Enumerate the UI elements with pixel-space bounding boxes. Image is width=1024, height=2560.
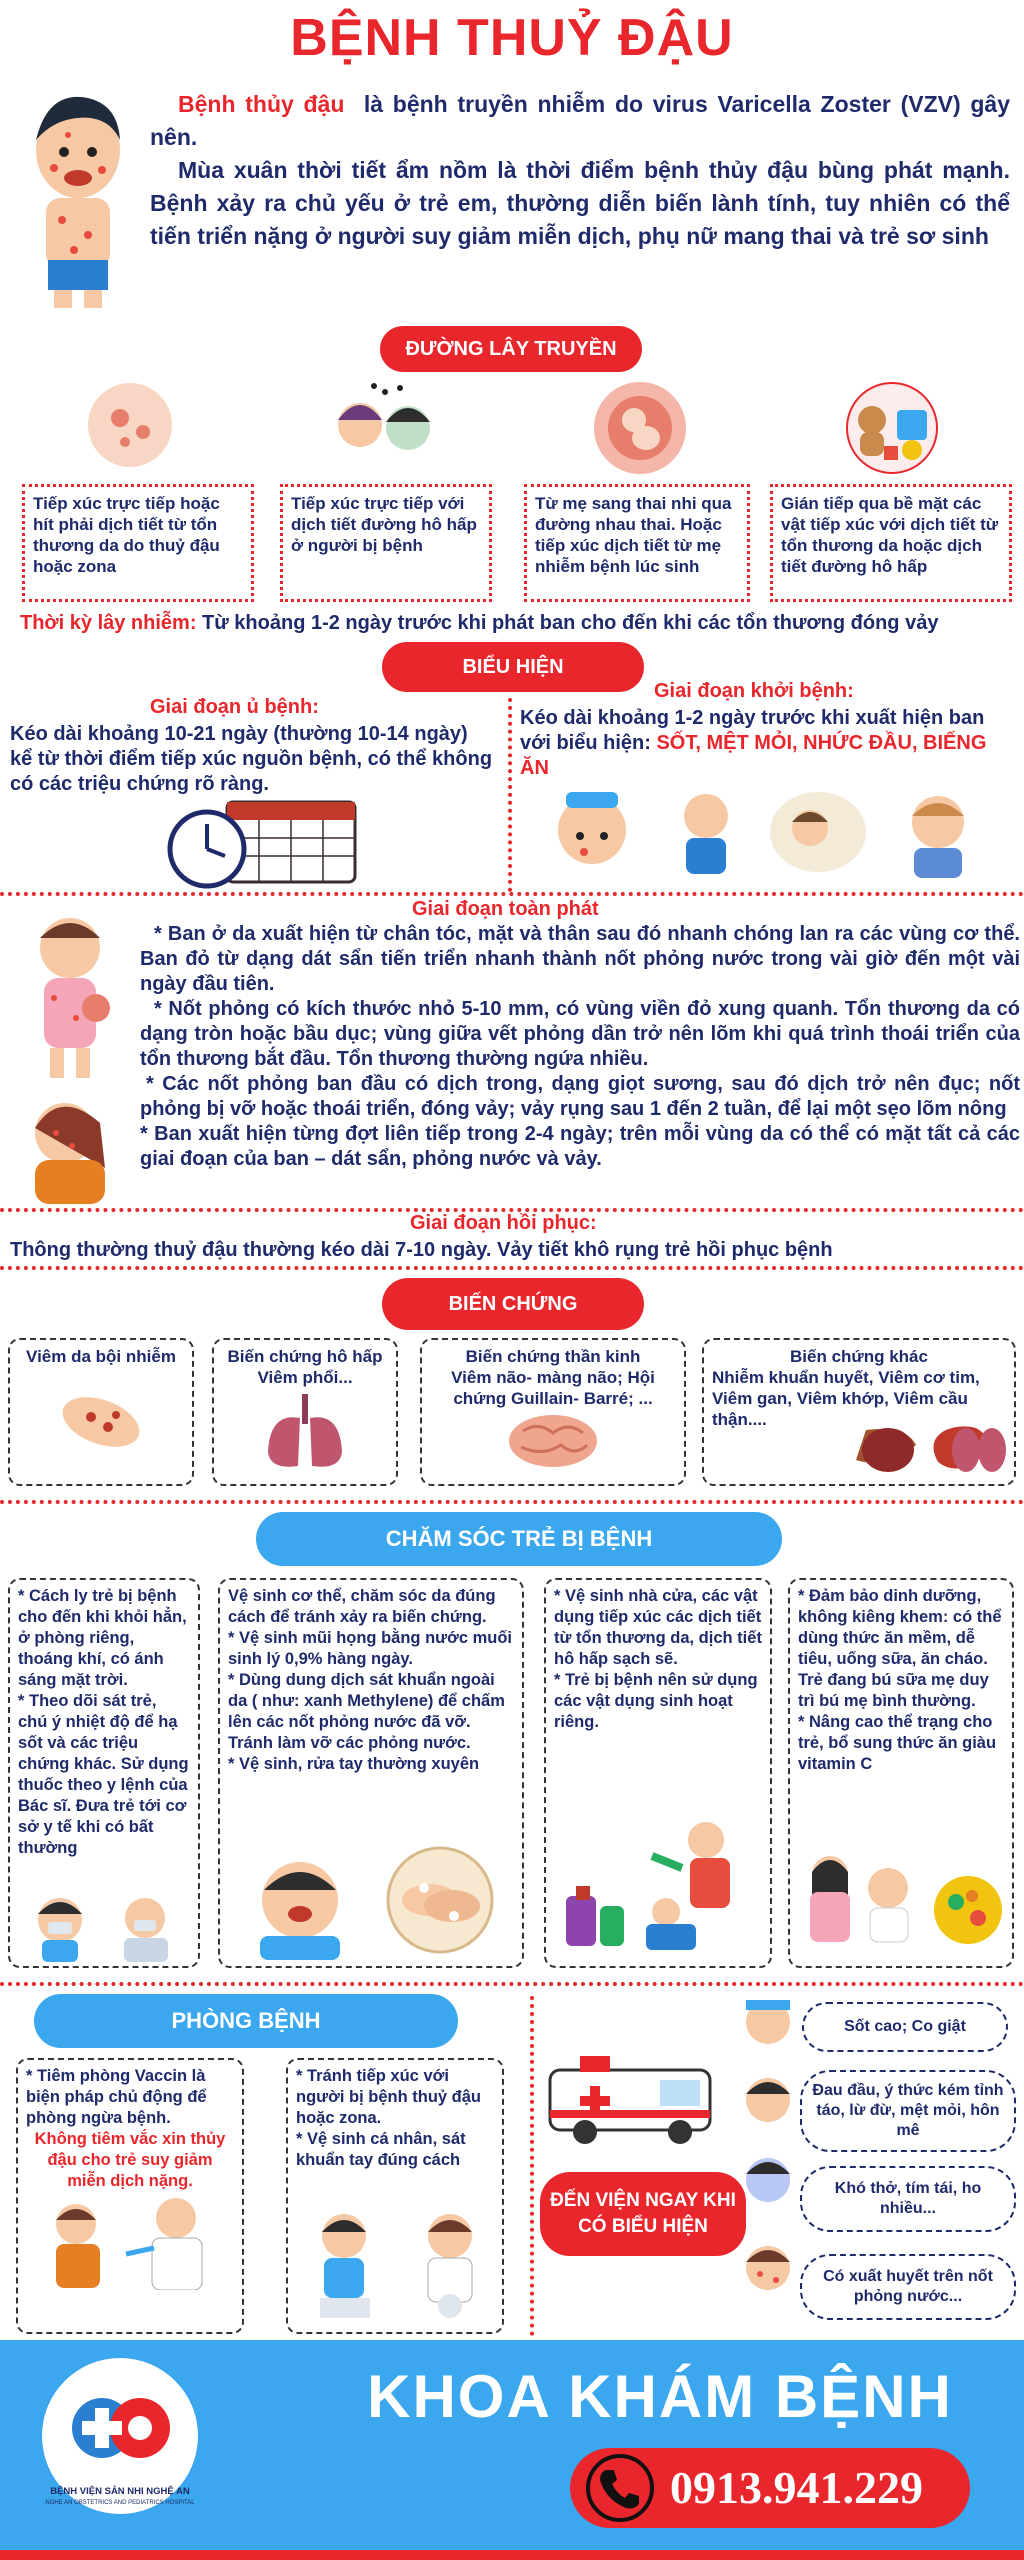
phone-icon [584, 2452, 656, 2524]
care-column-1: * Cách ly trẻ bị bệnh cho đến khi khỏi hẳn, ở phòng riêng, thoáng khí, có ánh sáng mặt trời. * Theo dõi sát trẻ, chú ý nhiệt độ để hạ sốt và các triệu chứng khác. Sử dụng thuốc theo y lệnh của Bác sĩ. Đưa trẻ tới cơ sở y tế khi có bất thường [8, 1578, 200, 1968]
prevention-hygiene-card: * Tránh tiếp xúc với người bị bệnh thuỷ đậu hoặc zona. * Vệ sinh cá nhân, sát khuẩn tay đúng cách [286, 2058, 504, 2334]
bottom-bar [0, 2550, 1024, 2560]
complication-title: Viêm da bội nhiễm [26, 1347, 176, 1366]
complication-text: Viêm phổi... [257, 1368, 353, 1387]
intro-text [150, 88, 1010, 253]
incubation-title: Giai đoạn ủ bệnh: [150, 696, 319, 718]
prevention-vaccine-card [16, 2058, 244, 2334]
warning-faces-icons [738, 1990, 798, 2330]
skin-lesion-icon [85, 380, 175, 470]
full-stage-item: * Nốt phỏng có kích thước nhỏ 5-10 mm, có vùng viền đỏ xung quanh. Tổn thương da có dạng tròn hoặc bầu dục; vùng giữa vết phỏng dần trở nên lõm khi quá trình thoái triển của tổn thương bắt đầu. Tổn thương thường ngứa nhiều. [140, 998, 1020, 1070]
warning-sign-4: Có xuất huyết trên nốt phỏng nước... [800, 2254, 1016, 2320]
infectious-period-text: Từ khoảng 1-2 ngày trước khi phát ban cho đến khi các tổn thương đóng vảy [202, 612, 939, 634]
transmission-item-3: Từ mẹ sang thai nhi qua đường nhau thai. Hoặc tiếp xúc dịch tiết từ mẹ nhiễm bệnh lúc sinh [524, 484, 750, 602]
divider-horizontal-3 [0, 1266, 1024, 1270]
complication-text: Nhiễm khuẩn huyết, Viêm cơ tim, Viêm gan, Viêm khớp, Viêm cầu thận.... [712, 1368, 980, 1429]
full-stage-item: * Các nốt phỏng ban đầu có dịch trong, dạng giọt sương, sau đó dịch trở nên đục; nốt phỏng bị vỡ hoặc thoái triển, đóng vảy; vảy rụng sau 1 đến 2 tuần, để lại một sẹo lõm nông [140, 1073, 1020, 1120]
warning-sign-1: Sốt cao; Co giật [802, 2002, 1008, 2052]
complication-title: Biến chứng khác [790, 1347, 928, 1366]
onset-signs: SỐT, MỆT MỎI, NHỨC ĐẦU, BIẾNG ĂN [520, 732, 987, 779]
rash-children-illustration [10, 908, 130, 1208]
divider-vertical-1 [508, 698, 512, 892]
care-column-4: * Đảm bảo dinh dưỡng, không kiêng khem: có thể dùng thức ăn mềm, dễ tiêu, uống sữa, ăn cháo. Trẻ đang bú sữa mẹ duy trì bú mẹ bình thường. * Nâng cao thể trạng cho trẻ, bổ sung thức ăn giàu vitamin C [788, 1578, 1014, 1968]
complication-title: Biến chứng hô hấp [227, 1347, 383, 1366]
complication-card-3 [420, 1338, 686, 1486]
onset-text [520, 706, 1020, 781]
sick-child-illustration [18, 80, 138, 310]
department-name: KHOA KHÁM BỆNH [367, 2363, 953, 2430]
onset-description: Kéo dài khoảng 1-2 ngày trước khi xuất hiện ban với biểu hiện: [520, 707, 985, 754]
complications-heading: BIẾN CHỨNG [382, 1278, 644, 1330]
prevention-vaccine-warning: Không tiêm vắc xin thủy đậu cho trẻ suy giảm miễn dịch nặng. [34, 2130, 226, 2190]
complication-card-4 [702, 1338, 1016, 1486]
care-heading: CHĂM SÓC TRẺ BỊ BỆNH [256, 1512, 782, 1566]
toys-icon [842, 380, 942, 475]
transmission-item-4: Gián tiếp qua bề mặt các vật tiếp xúc với dịch tiết từ tổn thương da hoặc dịch tiết đường hô hấp [770, 484, 1012, 602]
full-stage-item: * Ban xuất hiện từng đợt liên tiếp trong 2-4 ngày; trên mỗi vùng da có thể có mặt tất cả các giai đoạn của ban – dát sẩn, phỏng nước và vảy. [140, 1123, 1020, 1170]
divider-horizontal-1 [0, 892, 1024, 896]
intro-lead: Bệnh thủy đậu [178, 91, 345, 117]
warning-sign-3: Khó thở, tím tái, ho nhiều... [800, 2166, 1016, 2232]
recovery-title: Giai đoạn hồi phục: [410, 1212, 597, 1234]
infectious-period [20, 612, 1020, 635]
hygiene-icon [240, 1840, 510, 1960]
brain-icon [503, 1411, 603, 1471]
clock-calendar-icon [165, 794, 365, 889]
symptoms-heading: BIỂU HIỆN [382, 642, 644, 692]
complication-card-2 [212, 1338, 398, 1486]
vaccination-icon [26, 2194, 226, 2290]
transmission-item-1: Tiếp xúc trực tiếp hoặc hít phải dịch tiết từ tổn thương da do thuỷ đậu hoặc zona [22, 484, 254, 602]
feeding-child-icon [796, 1848, 1008, 1960]
go-to-hospital-call: ĐẾN VIỆN NGAY KHI CÓ BIỂU HIỆN [540, 2172, 746, 2256]
full-stage-item: * Ban ở da xuất hiện từ chân tóc, mặt và thân sau đó nhanh chóng lan ra các vùng cơ thể. Ban đỏ từ dạng dát sẩn tiến triển nhanh thành nốt phỏng nước trong vài giờ đến một vài ngày đầu tiên. [140, 923, 1020, 995]
hospital-name-en: NGHE AN OBSTETRICS AND PEDIATRICS HOSPITAL [45, 2500, 195, 2506]
sick-children-icons [548, 782, 1008, 882]
divider-horizontal-5 [0, 1982, 1024, 1986]
prevention-heading: PHÒNG BỆNH [34, 1994, 458, 2048]
onset-title: Giai đoạn khởi bệnh: [654, 680, 854, 702]
organs-icon [716, 1420, 1006, 1480]
house-cleaning-icon [556, 1816, 766, 1966]
prevention-vaccine-text: * Tiêm phòng Vaccin là biện pháp chủ động để phòng ngừa bệnh. [26, 2067, 207, 2127]
warning-sign-2: Đau đầu, ý thức kém tỉnh táo, lừ đừ, mệt mỏi, hôn mê [800, 2070, 1016, 2152]
infectious-period-label: Thời kỳ lây nhiễm: [20, 612, 197, 634]
full-stage-title: Giai đoạn toàn phát [412, 898, 599, 920]
handwashing-children-icon [300, 2206, 500, 2326]
care-column-2: Vệ sinh cơ thể, chăm sóc da đúng cách để tránh xảy ra biến chứng. * Vệ sinh mũi họng bằng nước muối sinh lý 0,9% hàng ngày. * Dùng dung dịch sát khuẩn ngoài da ( như: xanh Methylene) để chấm lên các nốt phỏng nước đã vỡ. Tránh làm vỡ các phỏng nước. * Vệ sinh, rửa tay thường xuyên [218, 1578, 524, 1968]
care-column-3: * Vệ sinh nhà cửa, các vật dụng tiếp xúc các dịch tiết từ tổn thương da, dịch tiết hô hấp sạch sẽ. * Trẻ bị bệnh nên sử dụng các vật dụng sinh hoạt riêng. [544, 1578, 772, 1968]
fetus-icon [590, 378, 690, 478]
complication-card-1 [8, 1338, 194, 1486]
masked-children-icon [20, 1890, 190, 1962]
phone-number[interactable]: 0913.941.229 [670, 2462, 923, 2513]
coughing-people-icon [330, 380, 440, 470]
complication-title: Biến chứng thần kinh [465, 1347, 641, 1366]
lungs-icon [260, 1392, 350, 1472]
incubation-text: Kéo dài khoảng 10-21 ngày (thường 10-14 ngày) kể từ thời điểm tiếp xúc nguồn bệnh, có thể không có các triệu chứng rõ ràng. [10, 723, 493, 795]
divider-horizontal-4 [0, 1500, 1024, 1504]
intro-p2: Mùa xuân thời tiết ẩm nồm là thời điểm bệnh thủy đậu bùng phát mạnh. Bệnh xảy ra chủ yếu ở trẻ em, thường diễn biến lành tính, tuy nhiên có thể tiến triển nặng ở người suy giảm miễn dịch, phụ nữ mang thai và trẻ sơ sinh [150, 157, 1010, 249]
hospital-name: BỆNH VIỆN SẢN NHI NGHỆ AN [50, 2486, 190, 2497]
page-title: BỆNH THUỶ ĐẬU [290, 9, 734, 67]
divider-vertical-2 [530, 1996, 534, 2336]
ambulance-icon [540, 2040, 740, 2150]
transmission-heading: ĐƯỜNG LÂY TRUYỀN [380, 326, 642, 372]
recovery-text: Thông thường thuỷ đậu thường kéo dài 7-10 ngày. Vảy tiết khô rụng trẻ hồi phục bệnh [10, 1239, 833, 1261]
skin-infection-icon [56, 1387, 146, 1457]
complication-text: Viêm não- màng não; Hội chứng Guillain- Barré; ... [451, 1368, 655, 1408]
transmission-item-2: Tiếp xúc trực tiếp với dịch tiết đường hô hấp ở người bị bệnh [280, 484, 492, 602]
full-stage-list [140, 922, 1020, 1172]
intro-p1: là bệnh truyền nhiễm do virus Varicella Zoster (VZV) gây nên. [150, 91, 1010, 150]
